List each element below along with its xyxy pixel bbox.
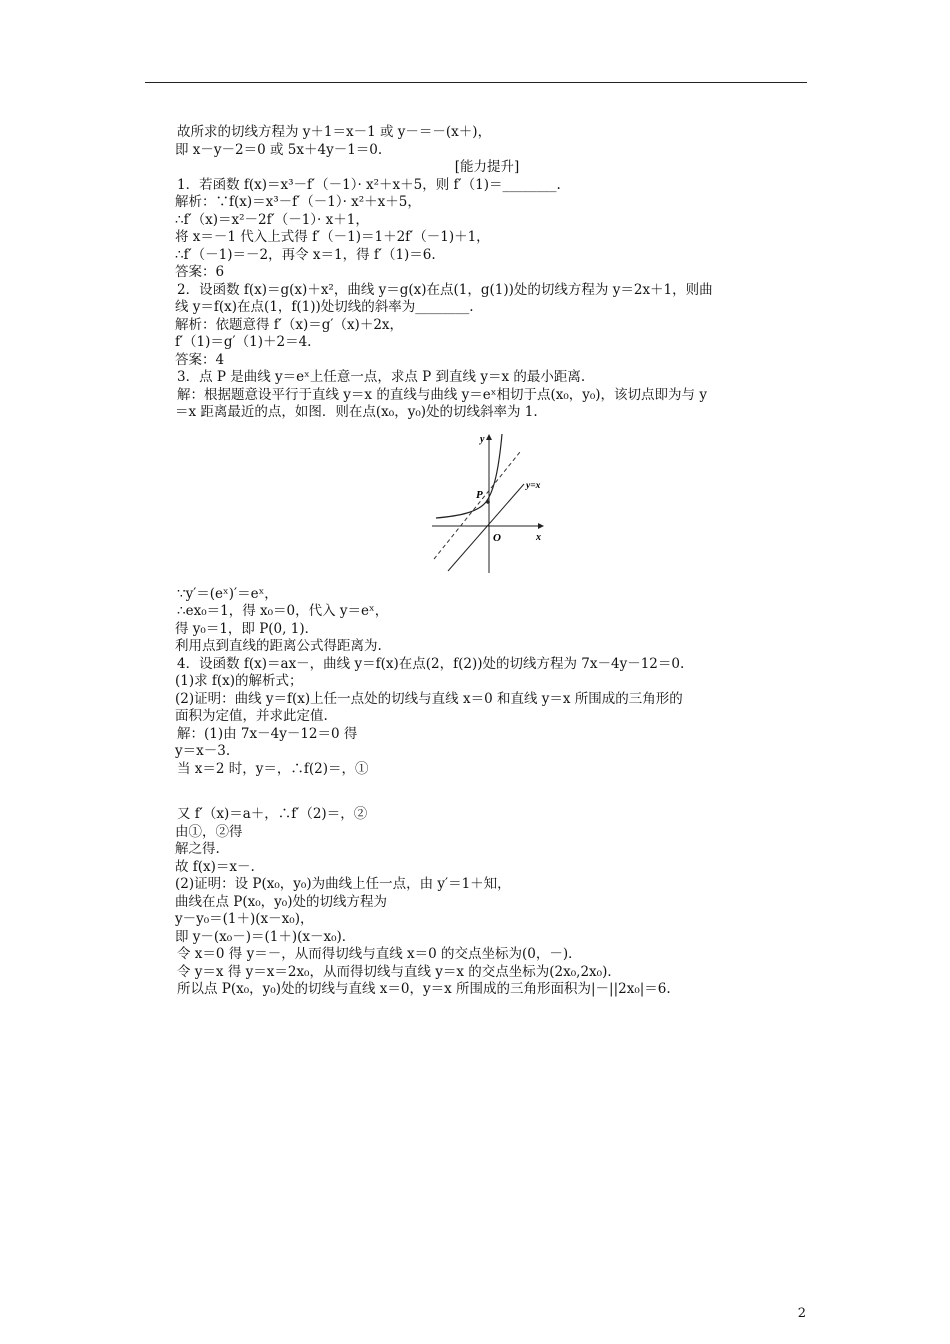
text-line: 得 y₀＝1，即 P(0, 1)． bbox=[175, 620, 319, 637]
text-line: 由①，②得 bbox=[175, 823, 243, 840]
text-line: 解：(1)由 7x－4y－12＝0 得 bbox=[177, 725, 358, 742]
text-line: 解析：依题意得 f′（x)＝g′（x)＋2x， bbox=[175, 316, 404, 333]
text-line: 即 x－y－2＝0 或 5x＋4y－1＝0. bbox=[175, 141, 383, 158]
text-line: 又 f′（x)＝a＋，∴f′（2)＝，② bbox=[177, 806, 368, 822]
tangent-figure bbox=[177, 428, 817, 576]
label-p: P bbox=[476, 488, 483, 501]
text-line: 当 x＝2 时，y＝，∴f(2)＝，① bbox=[177, 760, 369, 777]
text-line: 利用点到直线的距离公式得距离为. bbox=[175, 638, 382, 654]
text-line: y＝x－3. bbox=[175, 743, 231, 759]
text-line: 解：根据题意设平行于直线 y＝x 的直线与曲线 y＝eˣ相切于点(x₀，y₀)，该切点即为与 y bbox=[177, 386, 707, 403]
text-line: 即 y－(x₀－)＝(1＋)(x－x₀)． bbox=[175, 928, 356, 945]
text-line: 4．设函数 f(x)＝ax－，曲线 y＝f(x)在点(2，f(2))处的切线方程为 7x－4y－12＝0. bbox=[177, 655, 685, 672]
text-line: (2)证明：曲线 y＝f(x)上任一点处的切线与直线 x＝0 和直线 y＝x 所围成的三角形的 bbox=[175, 690, 683, 707]
y-axis-arrow bbox=[486, 434, 492, 440]
section-title: [能力提升] bbox=[454, 159, 520, 175]
text-line: ∴f′（－1)＝－2，再令 x＝1，得 f′（1)＝6. bbox=[175, 246, 436, 263]
text-line: 故 f(x)＝x－. bbox=[175, 858, 255, 875]
text-line: 3．点 P 是曲线 y＝eˣ上任意一点，求点 P 到直线 y＝x 的最小距离. bbox=[177, 369, 586, 385]
line-y-equals-x bbox=[448, 484, 524, 571]
label-y-axis: y bbox=[480, 433, 485, 445]
label-x-axis: x bbox=[536, 531, 541, 543]
text-line: ∵y′＝(eˣ)′＝eˣ， bbox=[177, 585, 278, 602]
text-line: y－y₀＝(1＋)(x－x₀)， bbox=[175, 911, 314, 927]
text-line: 解析：∵f(x)＝x³－f′（－1）· x²＋x＋5， bbox=[175, 194, 421, 210]
text-line: 令 x＝0 得 y＝－，从而得切线与直线 x＝0 的交点坐标为(0，－)． bbox=[177, 946, 582, 962]
text-line: 线 y＝f(x)在点(1，f(1))处切线的斜率为________. bbox=[175, 299, 474, 315]
text-line: 答案：6 bbox=[175, 264, 225, 280]
text-line: 2．设函数 f(x)＝g(x)＋x²，曲线 y＝g(x)在点(1，g(1))处的切线方程为 y＝2x＋1，则曲 bbox=[177, 281, 713, 298]
label-origin: O bbox=[493, 531, 501, 544]
tangent-diagram bbox=[430, 428, 560, 576]
exp-curve bbox=[436, 434, 502, 518]
text-line: 解之得. bbox=[175, 841, 220, 857]
text-line: ∴f′（x)＝x²－2f′（－1）· x＋1， bbox=[175, 211, 369, 228]
text-line: 所以点 P(x₀，y₀)处的切线与直线 x＝0，y＝x 所围成的三角形面积为|－||2x₀|＝6. bbox=[177, 981, 671, 997]
x-axis-arrow bbox=[538, 523, 544, 529]
text-line: (2)证明：设 P(x₀，y₀)为曲线上任一点，由 y′＝1＋知， bbox=[175, 876, 511, 892]
tangent-line bbox=[434, 452, 520, 559]
text-line: 将 x＝－1 代入上式得 f′（－1)＝1＋2f′（－1)＋1， bbox=[175, 229, 490, 245]
text-line: ∴ex₀＝1，得 x₀＝0，代入 y＝eˣ， bbox=[177, 603, 389, 619]
text-line: 1．若函数 f(x)＝x³－f′（－1）· x²＋x＋5，则 f′（1)＝________. bbox=[177, 176, 561, 193]
text-line: 面积为定值，并求此定值. bbox=[175, 708, 328, 724]
spacer bbox=[177, 778, 817, 806]
document-body bbox=[177, 124, 817, 999]
text-line: ＝x 距离最近的点，如图．则在点(x₀，y₀)处的切线斜率为 1. bbox=[175, 404, 538, 420]
text-line: 故所求的切线方程为 y＋1＝x－1 或 y－＝－(x＋)， bbox=[177, 124, 492, 140]
text-line: (1)求 f(x)的解析式； bbox=[175, 673, 303, 689]
point-p bbox=[486, 500, 490, 504]
page-number: 2 bbox=[797, 1306, 806, 1321]
header-rule bbox=[145, 82, 807, 83]
text-line: 答案：4 bbox=[175, 351, 225, 368]
text-line: 令 y＝x 得 y＝x＝2x₀，从而得切线与直线 y＝x 的交点坐标为(2x₀,2x₀)． bbox=[177, 963, 621, 980]
text-line: f′（1)＝g′（1)＋2＝4. bbox=[175, 334, 312, 350]
text-line: 曲线在点 P(x₀，y₀)处的切线方程为 bbox=[175, 893, 387, 910]
label-line-y-equals-x: y=x bbox=[526, 480, 541, 491]
